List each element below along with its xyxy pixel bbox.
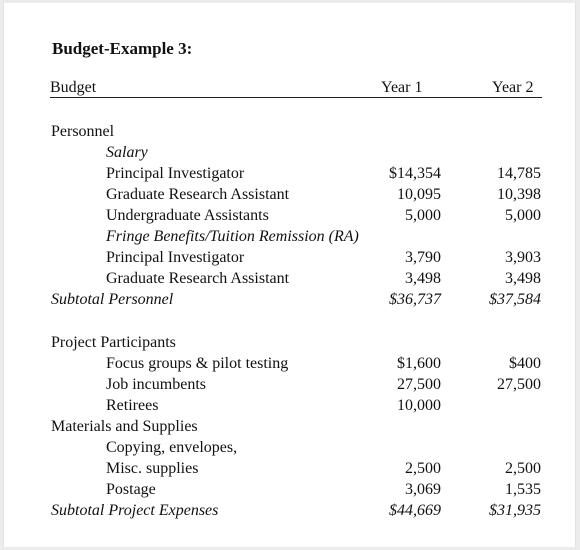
budget-row	[4, 226, 575, 247]
budget-row	[4, 353, 575, 374]
row-label: Principal Investigator	[106, 249, 245, 266]
header-rule	[50, 97, 542, 98]
row-year-1-value: 27,500	[397, 376, 441, 393]
row-label: Principal Investigator	[106, 165, 245, 182]
row-year-1-value: $44,669	[389, 502, 441, 519]
budget-row	[4, 374, 575, 395]
row-year-2-value: 14,785	[497, 165, 541, 182]
row-label: Retirees	[106, 397, 159, 414]
row-label: Focus groups & pilot testing	[106, 355, 289, 372]
header-year-2: Year 2	[492, 79, 534, 96]
document-title: Budget-Example 3:	[52, 39, 193, 58]
budget-row	[4, 395, 575, 416]
row-label: Project Participants	[51, 334, 176, 351]
row-year-2-value: 1,535	[505, 481, 541, 498]
row-year-1-value: 3,790	[405, 249, 441, 266]
row-year-2-value: 10,398	[497, 186, 541, 203]
row-year-1-value: $1,600	[397, 355, 441, 372]
budget-row	[4, 289, 575, 310]
budget-row	[4, 121, 575, 142]
budget-row	[4, 500, 575, 521]
header-budget: Budget	[50, 79, 97, 96]
row-label: Copying, envelopes,	[106, 439, 238, 456]
row-label: Subtotal Project Expenses	[51, 502, 219, 519]
row-year-2-value: 27,500	[497, 376, 541, 393]
row-label: Misc. supplies	[106, 460, 199, 477]
budget-row	[4, 205, 575, 226]
row-year-1-value: 3,498	[405, 270, 441, 287]
row-label: Undergraduate Assistants	[106, 207, 269, 224]
budget-row	[4, 479, 575, 500]
row-label: Fringe Benefits/Tuition Remission (RA)	[106, 228, 359, 245]
row-label: Subtotal Personnel	[51, 291, 174, 308]
row-label: Salary	[106, 144, 148, 161]
row-year-2-value: $37,584	[489, 291, 541, 308]
budget-row	[4, 247, 575, 268]
row-label: Graduate Research Assistant	[106, 186, 290, 203]
row-label: Postage	[106, 481, 156, 498]
row-label: Materials and Supplies	[51, 418, 198, 435]
row-year-2-value: $400	[509, 355, 541, 372]
row-label: Personnel	[51, 123, 115, 140]
row-label: Graduate Research Assistant	[106, 270, 290, 287]
budget-row	[4, 163, 575, 184]
budget-row	[4, 437, 575, 458]
budget-row	[4, 332, 575, 353]
budget-row	[4, 184, 575, 205]
row-year-2-value: 3,498	[505, 270, 541, 287]
budget-row	[4, 268, 575, 289]
row-year-1-value: 2,500	[405, 460, 441, 477]
row-year-2-value: 2,500	[505, 460, 541, 477]
row-year-1-value: 3,069	[405, 481, 441, 498]
row-label: Job incumbents	[106, 376, 206, 393]
budget-row	[4, 458, 575, 479]
row-year-1-value: $36,737	[389, 291, 441, 308]
row-year-1-value: $14,354	[389, 165, 441, 182]
budget-row	[4, 416, 575, 437]
header-year-1: Year 1	[381, 79, 423, 96]
row-year-1-value: 10,000	[397, 397, 441, 414]
budget-row	[4, 142, 575, 163]
row-year-2-value: $31,935	[489, 502, 541, 519]
row-year-1-value: 10,095	[397, 186, 441, 203]
row-year-1-value: 5,000	[405, 207, 441, 224]
document-page	[3, 3, 576, 547]
row-year-2-value: 3,903	[505, 249, 541, 266]
row-year-2-value: 5,000	[505, 207, 541, 224]
